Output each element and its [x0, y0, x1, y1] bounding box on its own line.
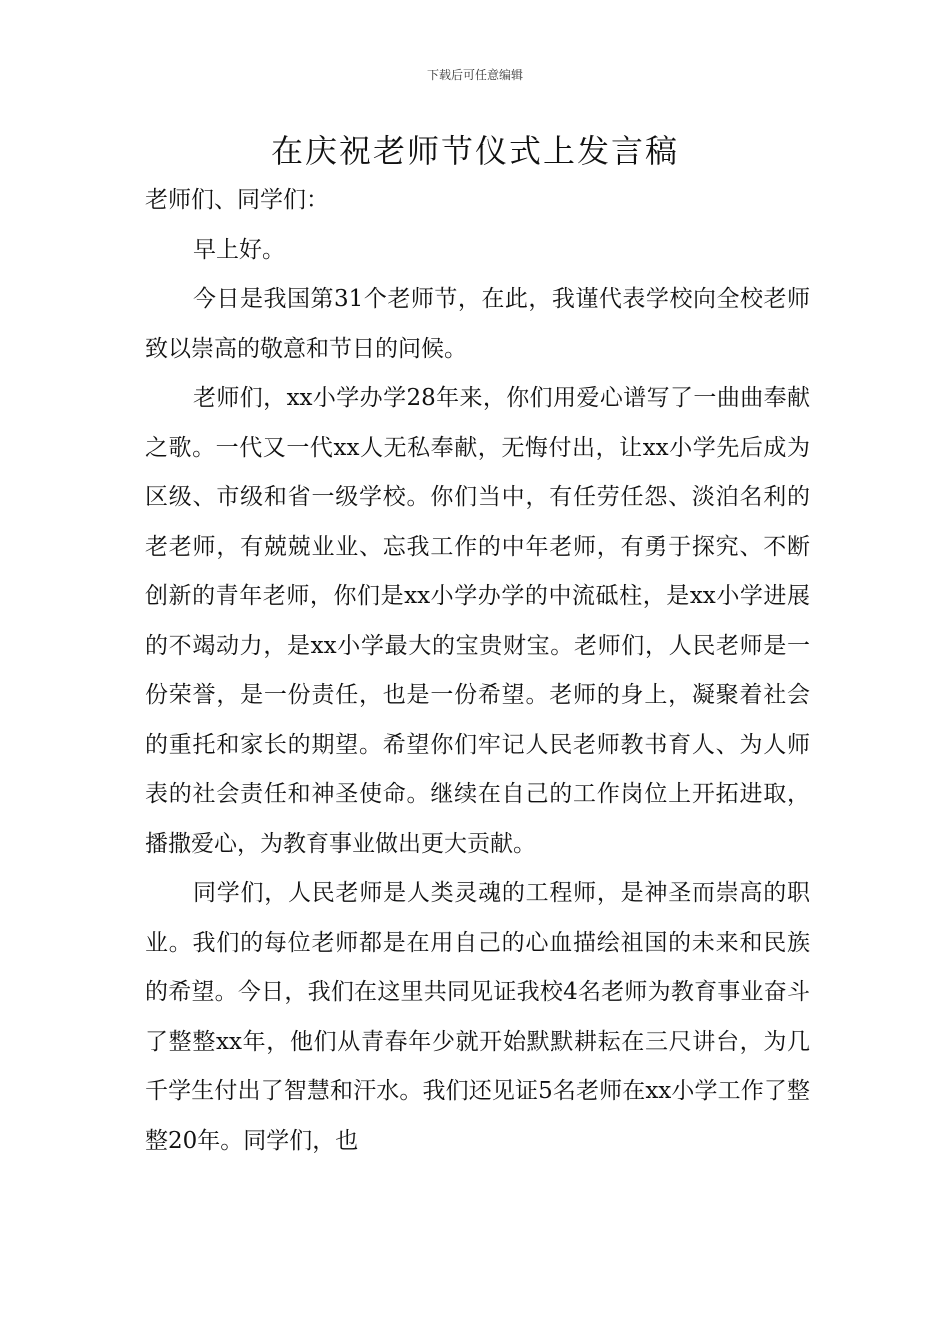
document-body: [145, 176, 810, 1166]
students-paragraph: 同学们，人民老师是人类灵魂的工程师，是神圣而崇高的职业。我们的每位老师都是在用自己的心血描绘祖国的未来和民族的希望。今日，我们在这里共同见证我校4名老师为教育事业奋斗了整整xx年，他们从青春年少就开始默默耕耘在三尺讲台，为几千学生付出了智慧和汗水。我们还见证5名老师在xx小学工作了整整20年。同学们，也: [145, 880, 810, 1154]
salutation: 老师们、同学们：: [145, 187, 329, 213]
greeting-paragraph: 早上好。: [193, 236, 285, 263]
header-note: 下载后可任意编辑: [426, 68, 523, 82]
teachers-paragraph: 老师们，xx小学办学28年来，你们用爱心谱写了一曲曲奉献之歌。一代又一代xx人无私奉献，无悔付出，让xx小学先后成为区级、市级和省一级学校。你们当中，有任劳任怨、淡泊名利的老老师，有兢兢业业、忘我工作的中年老师，有勇于探究、不断创新的青年老师，你们是xx小学办学的中流砥柱，是xx小学进展的不竭动力，是xx小学最大的宝贵财宝。老师们，人民老师是一份荣誉，是一份责任，也是一份希望。老师的身上，凝聚着社会的重托和家长的期望。希望你们牢记人民老师教书育人、为人师表的社会责任和神圣使命。继续在自己的工作岗位上开拓进取，播撒爱心，为教育事业做出更大贡献。: [145, 385, 810, 857]
document-title: 在庆祝老师节仪式上发言稿: [270, 132, 679, 170]
intro-paragraph: 今日是我国第31个老师节，在此，我谨代表学校向全校老师致以崇高的敬意和节日的问候。: [145, 286, 810, 362]
